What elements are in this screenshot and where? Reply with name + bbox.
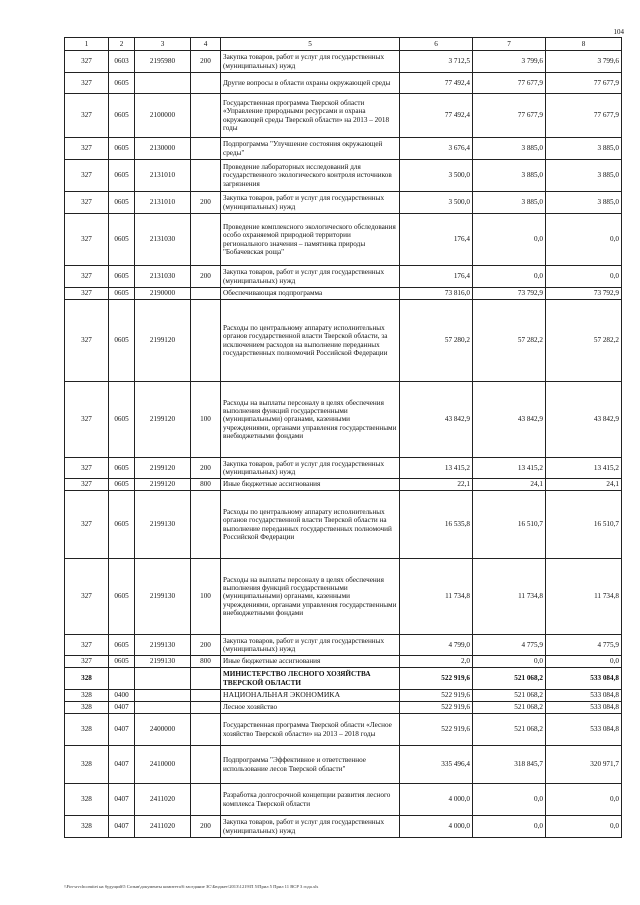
cell-expense-type: 200	[191, 51, 221, 73]
cell-target: 2410000	[135, 746, 191, 784]
cell-expense-type: 200	[191, 816, 221, 838]
cell-section: 0605	[109, 458, 135, 479]
cell-target: 2130000	[135, 138, 191, 160]
table-row	[65, 458, 622, 479]
table-row	[65, 816, 622, 838]
cell-section: 0407	[109, 746, 135, 784]
cell-amount-1: 73 816,0	[400, 288, 473, 300]
cell-description: Обеспечивающая подпрограмма	[221, 288, 400, 300]
cell-ministry: 327	[65, 51, 109, 73]
cell-expense-type: 100	[191, 382, 221, 458]
cell-ministry: 328	[65, 702, 109, 714]
cell-ministry: 328	[65, 714, 109, 746]
cell-amount-3: 77 677,9	[546, 73, 622, 94]
cell-target: 2199120	[135, 458, 191, 479]
header-cell: 1	[65, 38, 109, 51]
cell-amount-3: 3 885,0	[546, 138, 622, 160]
cell-target: 2131030	[135, 266, 191, 288]
cell-amount-1: 522 919,6	[400, 702, 473, 714]
cell-expense-type	[191, 160, 221, 192]
cell-expense-type	[191, 784, 221, 816]
cell-expense-type: 800	[191, 479, 221, 491]
cell-target	[135, 690, 191, 702]
cell-amount-1: 4 799,0	[400, 635, 473, 656]
cell-amount-2: 43 842,9	[473, 382, 546, 458]
cell-amount-1: 4 000,0	[400, 816, 473, 838]
cell-ministry: 328	[65, 746, 109, 784]
cell-ministry: 327	[65, 94, 109, 138]
cell-target: 2411020	[135, 784, 191, 816]
cell-description: Расходы на выплаты персоналу в целях обеспечения выполнения функций государственными (муниципальными) органами, казенными учреждениями, органами управления государственными внебюджетными фондами	[221, 382, 400, 458]
cell-expense-type: 200	[191, 458, 221, 479]
cell-amount-1: 13 415,2	[400, 458, 473, 479]
cell-description: Проведение комплексного экологического обследования особо охраняемой природной территории регионального значения – памятника природы "Бобачевская роща"	[221, 214, 400, 266]
table-row	[65, 656, 622, 668]
cell-target: 2190000	[135, 288, 191, 300]
header-cell: 2	[109, 38, 135, 51]
cell-ministry: 327	[65, 300, 109, 382]
cell-section: 0605	[109, 73, 135, 94]
cell-section: 0605	[109, 138, 135, 160]
cell-amount-3: 4 775,9	[546, 635, 622, 656]
cell-section: 0605	[109, 656, 135, 668]
cell-target: 2199120	[135, 300, 191, 382]
cell-amount-1: 43 842,9	[400, 382, 473, 458]
cell-description: НАЦИОНАЛЬНАЯ ЭКОНОМИКА	[221, 690, 400, 702]
cell-target: 2199120	[135, 479, 191, 491]
cell-description: Подпрограмма "Эффективное и ответственное использование лесов Тверской области"	[221, 746, 400, 784]
cell-expense-type	[191, 668, 221, 690]
cell-section: 0605	[109, 288, 135, 300]
cell-ministry: 328	[65, 816, 109, 838]
cell-description: Закупка товаров, работ и услуг для государственных (муниципальных) нужд	[221, 266, 400, 288]
cell-amount-1: 22,1	[400, 479, 473, 491]
cell-expense-type: 200	[191, 192, 221, 214]
cell-amount-2: 13 415,2	[473, 458, 546, 479]
cell-description: Закупка товаров, работ и услуг для государственных (муниципальных) нужд	[221, 192, 400, 214]
cell-target	[135, 73, 191, 94]
cell-amount-1: 3 500,0	[400, 160, 473, 192]
cell-description: Закупка товаров, работ и услуг для государственных (муниципальных) нужд	[221, 635, 400, 656]
cell-amount-3: 533 084,8	[546, 668, 622, 690]
header-cell: 6	[400, 38, 473, 51]
cell-amount-1: 2,0	[400, 656, 473, 668]
cell-expense-type: 800	[191, 656, 221, 668]
cell-section: 0605	[109, 192, 135, 214]
cell-ministry: 328	[65, 784, 109, 816]
cell-amount-3: 0,0	[546, 784, 622, 816]
cell-ministry: 327	[65, 635, 109, 656]
budget-table	[64, 37, 622, 838]
cell-target: 2411020	[135, 816, 191, 838]
table-row	[65, 382, 622, 458]
page-number: 104	[613, 28, 624, 36]
cell-section: 0605	[109, 635, 135, 656]
cell-amount-1: 522 919,6	[400, 690, 473, 702]
table-row	[65, 73, 622, 94]
cell-section: 0605	[109, 266, 135, 288]
cell-section: 0605	[109, 160, 135, 192]
cell-description: Расходы на выплаты персоналу в целях обеспечения выполнения функций государственными (муниципальными) органами, казенными учреждениями, органами управления государственными внебюджетными фондами	[221, 559, 400, 635]
cell-ministry: 327	[65, 73, 109, 94]
cell-expense-type	[191, 491, 221, 559]
cell-expense-type	[191, 714, 221, 746]
cell-section: 0407	[109, 816, 135, 838]
table-row	[65, 559, 622, 635]
cell-amount-3: 533 084,8	[546, 690, 622, 702]
cell-section	[109, 668, 135, 690]
cell-expense-type	[191, 702, 221, 714]
cell-amount-2: 0,0	[473, 214, 546, 266]
cell-target	[135, 668, 191, 690]
cell-amount-2: 57 282,2	[473, 300, 546, 382]
table-row	[65, 288, 622, 300]
cell-section: 0605	[109, 479, 135, 491]
cell-description: Иные бюджетные ассигнования	[221, 479, 400, 491]
cell-ministry: 327	[65, 458, 109, 479]
cell-section: 0605	[109, 382, 135, 458]
cell-target: 2199130	[135, 656, 191, 668]
cell-amount-3: 3 885,0	[546, 160, 622, 192]
cell-description: Государственная программа Тверской области «Управление природными ресурсами и охрана окружающей среды Тверской области» на 2013 – 2018 годы	[221, 94, 400, 138]
cell-amount-3: 320 971,7	[546, 746, 622, 784]
cell-target: 2131010	[135, 160, 191, 192]
cell-expense-type	[191, 300, 221, 382]
cell-expense-type: 200	[191, 635, 221, 656]
cell-target: 2400000	[135, 714, 191, 746]
table-row	[65, 160, 622, 192]
cell-description: МИНИСТЕРСТВО ЛЕСНОГО ХОЗЯЙСТВА ТВЕРСКОЙ ОБЛАСТИ	[221, 668, 400, 690]
cell-target: 2199130	[135, 635, 191, 656]
cell-target	[135, 702, 191, 714]
cell-section: 0400	[109, 690, 135, 702]
table-row	[65, 491, 622, 559]
cell-amount-2: 521 068,2	[473, 702, 546, 714]
header-cell: 3	[135, 38, 191, 51]
cell-amount-1: 3 500,0	[400, 192, 473, 214]
cell-amount-2: 77 677,9	[473, 94, 546, 138]
cell-ministry: 328	[65, 690, 109, 702]
cell-target: 2100000	[135, 94, 191, 138]
table-row	[65, 138, 622, 160]
cell-amount-3: 3 799,6	[546, 51, 622, 73]
cell-expense-type	[191, 94, 221, 138]
cell-amount-2: 0,0	[473, 266, 546, 288]
cell-ministry: 327	[65, 266, 109, 288]
cell-description: Расходы по центральному аппарату исполнительных органов государственной власти Тверской области, за исключением расходов на выполнение переданных государственных полномочий Российской Федерации	[221, 300, 400, 382]
table-row	[65, 300, 622, 382]
cell-ministry: 327	[65, 559, 109, 635]
cell-section: 0605	[109, 491, 135, 559]
cell-amount-2: 4 775,9	[473, 635, 546, 656]
cell-amount-2: 0,0	[473, 656, 546, 668]
cell-description: Закупка товаров, работ и услуг для государственных (муниципальных) нужд	[221, 51, 400, 73]
table-row	[65, 479, 622, 491]
cell-description: Закупка товаров, работ и услуг для государственных (муниципальных) нужд	[221, 458, 400, 479]
table-row	[65, 94, 622, 138]
cell-description: Иные бюджетные ассигнования	[221, 656, 400, 668]
cell-description: Государственная программа Тверской области «Лесное хозяйство Тверской области» на 2013 – 2018 годы	[221, 714, 400, 746]
cell-description: Лесное хозяйство	[221, 702, 400, 714]
cell-target: 2195980	[135, 51, 191, 73]
cell-target: 2199120	[135, 382, 191, 458]
cell-description: Закупка товаров, работ и услуг для государственных (муниципальных) нужд	[221, 816, 400, 838]
cell-expense-type	[191, 73, 221, 94]
cell-amount-1: 522 919,6	[400, 714, 473, 746]
cell-amount-2: 0,0	[473, 784, 546, 816]
cell-amount-2: 318 845,7	[473, 746, 546, 784]
cell-ministry: 327	[65, 160, 109, 192]
cell-ministry: 327	[65, 288, 109, 300]
cell-amount-3: 0,0	[546, 816, 622, 838]
cell-amount-3: 16 510,7	[546, 491, 622, 559]
cell-section: 0603	[109, 51, 135, 73]
cell-ministry: 328	[65, 668, 109, 690]
cell-amount-2: 11 734,8	[473, 559, 546, 635]
cell-ministry: 327	[65, 491, 109, 559]
cell-amount-2: 73 792,9	[473, 288, 546, 300]
cell-amount-3: 73 792,9	[546, 288, 622, 300]
cell-amount-3: 0,0	[546, 214, 622, 266]
cell-ministry: 327	[65, 382, 109, 458]
cell-amount-1: 4 000,0	[400, 784, 473, 816]
file-path-footer: \\Fin-srvchcomitet на будущий\5 Созыв\документы комитета\6 заседание ЗС\Бюджет\2013\1219\П 5\Прил 5 Прил 11 ВСР 3 года.xls	[64, 884, 319, 889]
cell-amount-2: 521 068,2	[473, 690, 546, 702]
cell-amount-3: 533 084,8	[546, 702, 622, 714]
cell-target: 2131030	[135, 214, 191, 266]
cell-ministry: 327	[65, 138, 109, 160]
cell-amount-1: 16 535,8	[400, 491, 473, 559]
table-row	[65, 690, 622, 702]
table-row	[65, 714, 622, 746]
cell-description: Разработка долгосрочной концепции развития лесного комплекса Тверской области	[221, 784, 400, 816]
table-row	[65, 214, 622, 266]
cell-target: 2199130	[135, 491, 191, 559]
cell-description: Проведение лабораторных исследований для государственного экологического контроля источников загрязнения	[221, 160, 400, 192]
cell-expense-type: 200	[191, 266, 221, 288]
cell-amount-2: 521 068,2	[473, 714, 546, 746]
cell-section: 0605	[109, 94, 135, 138]
cell-ministry: 327	[65, 656, 109, 668]
cell-target: 2199130	[135, 559, 191, 635]
cell-amount-3: 24,1	[546, 479, 622, 491]
cell-amount-2: 3 885,0	[473, 138, 546, 160]
table-row	[65, 192, 622, 214]
header-cell: 8	[546, 38, 622, 51]
cell-description: Подпрограмма "Улучшение состояния окружающей среды"	[221, 138, 400, 160]
table-row	[65, 266, 622, 288]
cell-amount-3: 11 734,8	[546, 559, 622, 635]
cell-amount-1: 77 492,4	[400, 94, 473, 138]
table-row-ministry-total	[65, 668, 622, 690]
header-cell: 7	[473, 38, 546, 51]
table-row	[65, 746, 622, 784]
cell-amount-2: 3 885,0	[473, 192, 546, 214]
cell-amount-3: 57 282,2	[546, 300, 622, 382]
cell-section: 0407	[109, 702, 135, 714]
cell-amount-1: 57 280,2	[400, 300, 473, 382]
cell-expense-type	[191, 138, 221, 160]
table-row	[65, 702, 622, 714]
cell-ministry: 327	[65, 214, 109, 266]
cell-section: 0605	[109, 559, 135, 635]
cell-amount-1: 522 919,6	[400, 668, 473, 690]
cell-section: 0605	[109, 300, 135, 382]
cell-amount-2: 16 510,7	[473, 491, 546, 559]
table-row	[65, 635, 622, 656]
cell-amount-3: 43 842,9	[546, 382, 622, 458]
cell-amount-2: 521 068,2	[473, 668, 546, 690]
cell-amount-1: 176,4	[400, 214, 473, 266]
cell-description: Другие вопросы в области охраны окружающей среды	[221, 73, 400, 94]
cell-amount-3: 0,0	[546, 656, 622, 668]
cell-amount-3: 0,0	[546, 266, 622, 288]
cell-section: 0407	[109, 784, 135, 816]
table-row	[65, 51, 622, 73]
cell-amount-1: 77 492,4	[400, 73, 473, 94]
cell-description: Расходы по центральному аппарату исполнительных органов государственной власти Тверской области на выполнение переданных государственных полномочий Российской Федерации	[221, 491, 400, 559]
cell-amount-1: 335 496,4	[400, 746, 473, 784]
cell-target: 2131010	[135, 192, 191, 214]
cell-expense-type	[191, 690, 221, 702]
cell-amount-3: 3 885,0	[546, 192, 622, 214]
cell-amount-2: 24,1	[473, 479, 546, 491]
cell-amount-1: 3 712,5	[400, 51, 473, 73]
cell-expense-type: 100	[191, 559, 221, 635]
cell-amount-1: 176,4	[400, 266, 473, 288]
header-cell: 5	[221, 38, 400, 51]
cell-amount-3: 77 677,9	[546, 94, 622, 138]
cell-section: 0407	[109, 714, 135, 746]
table-row	[65, 784, 622, 816]
header-cell: 4	[191, 38, 221, 51]
cell-expense-type	[191, 288, 221, 300]
cell-expense-type	[191, 746, 221, 784]
cell-amount-2: 3 885,0	[473, 160, 546, 192]
cell-amount-3: 533 084,8	[546, 714, 622, 746]
cell-amount-2: 3 799,6	[473, 51, 546, 73]
table-header-row	[65, 38, 622, 51]
cell-ministry: 327	[65, 192, 109, 214]
cell-amount-2: 0,0	[473, 816, 546, 838]
cell-amount-1: 3 676,4	[400, 138, 473, 160]
cell-amount-1: 11 734,8	[400, 559, 473, 635]
cell-amount-2: 77 677,9	[473, 73, 546, 94]
cell-amount-3: 13 415,2	[546, 458, 622, 479]
cell-ministry: 327	[65, 479, 109, 491]
cell-expense-type	[191, 214, 221, 266]
cell-section: 0605	[109, 214, 135, 266]
